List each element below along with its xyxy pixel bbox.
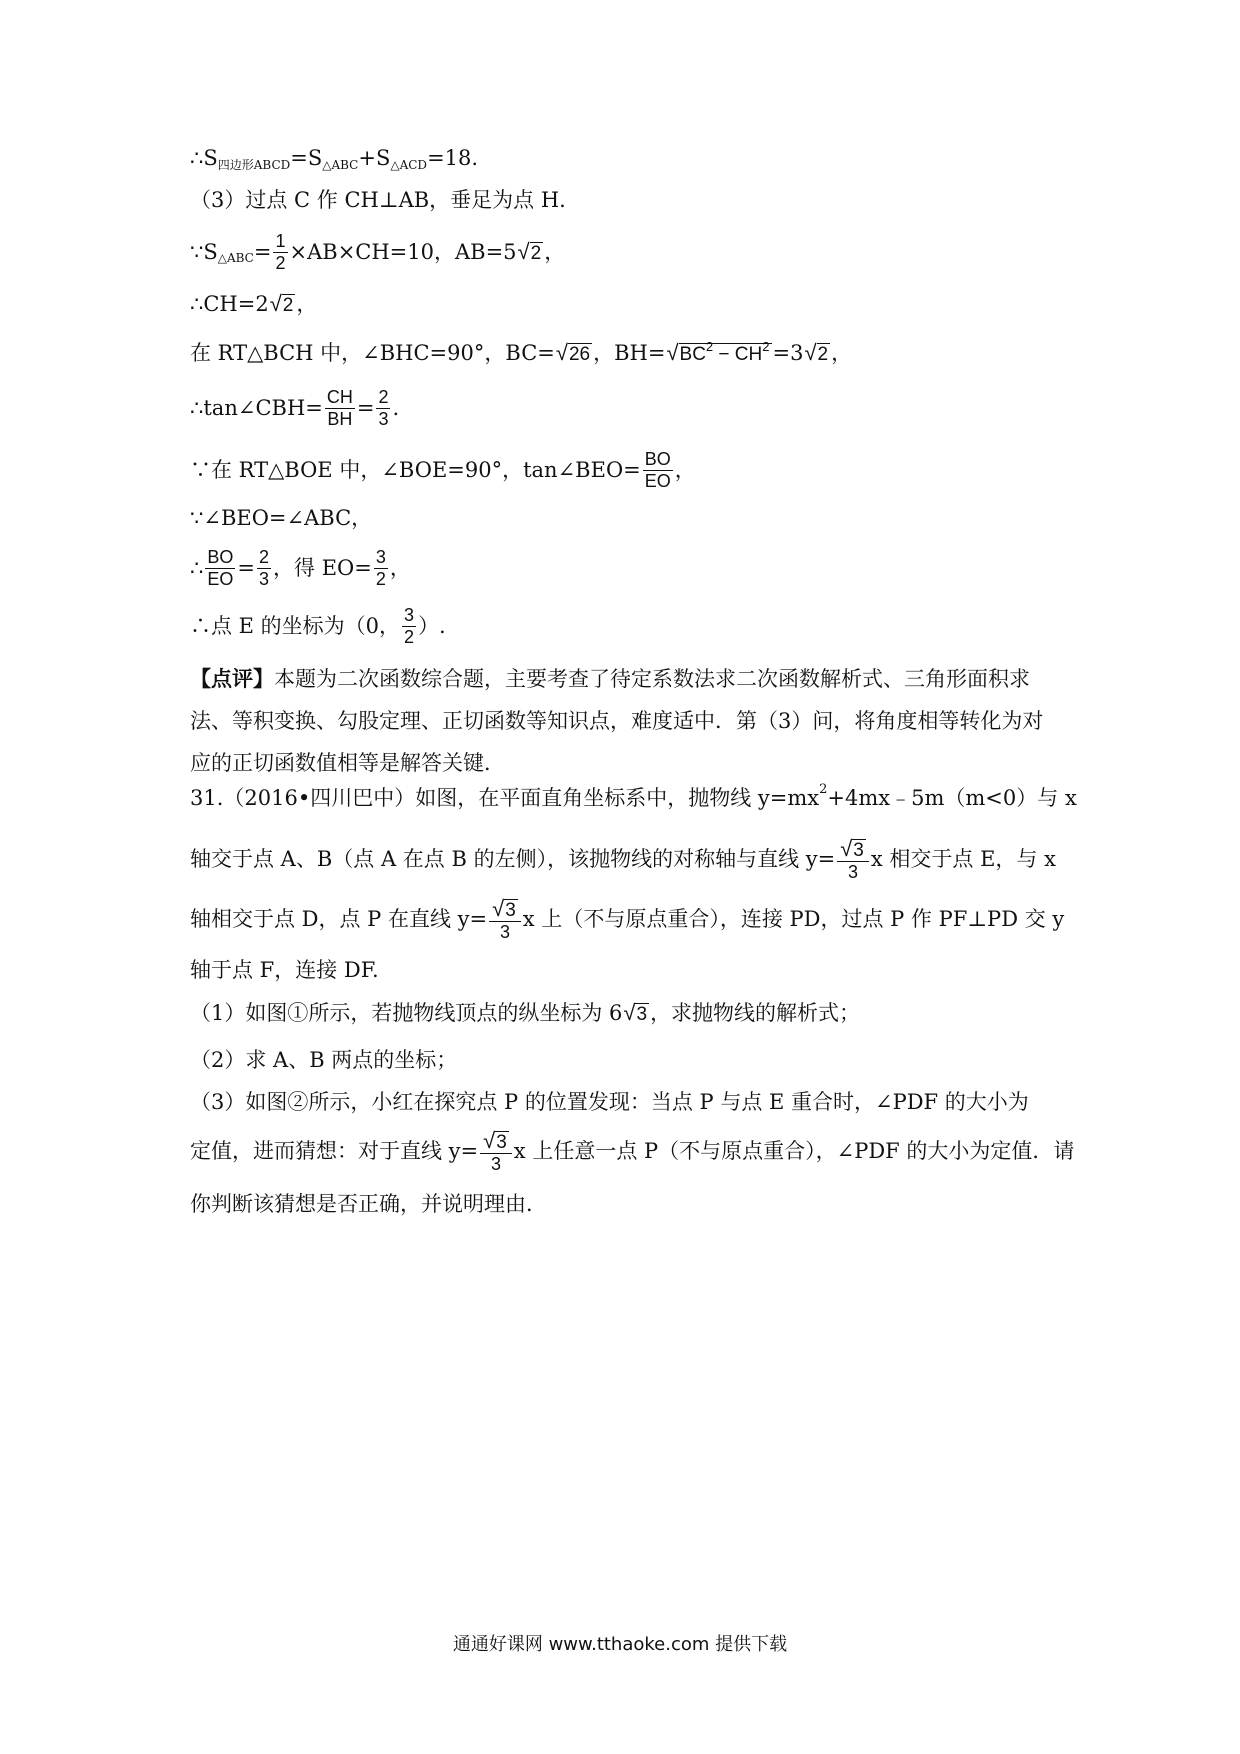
fraction: $\frac{BO}{EO}$ [207,547,234,589]
text: =18. [427,146,479,170]
page-footer: 通通好课网 www.tthaoke.com 提供下载 [452,1634,788,1655]
fraction: $\frac{CH}{BH}$ [326,387,353,429]
equation-tan-cbh [190,388,1060,429]
text: 在 RT△BCH 中，∠BHC=90°，BC= [190,340,555,365]
equation-tan-beo [190,450,1060,491]
sqrt: √ 2 [517,239,542,265]
text: ）. [418,613,446,638]
text: ， [544,239,566,264]
text: ∴CH=2 [190,291,269,316]
equation-eo [190,548,1060,589]
question-31-line-2 [190,838,1060,882]
text: ，BH= [593,340,666,365]
fraction: $\frac{3}{2}$ [375,547,386,589]
denominator: 2 [275,252,286,273]
text: x 上任意一点 P（不与原点重合），∠PDF 的大小为定值．请 [513,1139,1075,1164]
point-e-coordinates [190,606,1060,647]
subscript: △ABC [217,251,254,266]
fraction: $\frac{2}{3}$ [259,547,270,589]
text: +4mx﹣5m（m<0）与 x [827,786,1077,810]
text: ，得 EO= [273,555,372,580]
comment-paragraph [190,658,1060,784]
question-31-part-2 [190,1050,1060,1071]
text: 定值，进而猜想：对于直线 y= [190,1139,479,1164]
text: ， [674,457,696,482]
text: ∵S [190,239,218,264]
equation-area-abcd [190,146,1060,172]
sqrt: √ $BC^2 - CH^2$ [666,339,770,365]
sqrt: √ 3 [492,896,516,921]
text: ×AB×CH=10，AB=5 [289,239,517,264]
sqrt: √ 3 [623,1000,648,1025]
sqrt: √ 2 [804,340,829,365]
text: ∴ [190,555,204,580]
fraction [273,232,287,273]
text: ∴S [190,146,218,170]
text: （2）求 A、B 两点的坐标； [190,1048,458,1072]
text: ， [831,340,853,365]
text: ∵在 RT△BOE 中，∠BOE=90°，tan∠BEO= [190,457,641,482]
text: . [392,395,400,420]
numerator: 1 [275,231,286,251]
text: （3）如图②所示，小红在探究点 P 的位置发现：当点 P 与点 E 重合时，∠PDF 的大小为 [190,1090,1029,1114]
equation-ch [190,293,1060,315]
fraction: $\frac{3}{2}$ [404,605,415,647]
fraction: $\frac{BO}{EO}$ [644,449,671,491]
question-31-line-3 [190,896,1065,942]
text: ∴tan∠CBH= [190,395,323,420]
fraction: √ 3 3 [489,898,521,942]
text: （3）过点 C 作 CH⊥AB，垂足为点 H. [190,188,566,212]
text: 你判断该猜想是否正确，并说明理由． [190,1192,547,1216]
text: = [237,555,255,580]
text: 轴相交于点 D，点 P 在直线 y= [190,907,488,932]
text: ∵∠BEO=∠ABC， [190,506,373,530]
superscript: 2 [819,782,828,797]
subscript: △ACD [390,157,428,172]
sqrt: √ 3 [840,836,864,861]
fraction: $\frac{2}{3}$ [378,387,389,429]
text: x 上（不与原点重合），连接 PD，过点 P 作 PF⊥PD 交 y [522,907,1065,932]
text: =3 [772,340,804,365]
text: 轴交于点 A、B（点 A 在点 B 的左侧），该抛物线的对称轴与直线 y= [190,847,836,872]
text: =S [290,146,323,170]
text: = [253,239,272,264]
text: ，求抛物线的解析式； [650,1000,861,1025]
sqrt: √ 26 [555,340,591,365]
text: ∴点 E 的坐标为（0， [190,613,401,638]
question-31-part-3-line-1 [190,1092,1060,1113]
text: （1）如图①所示，若抛物线顶点的纵坐标为 6 [190,1000,623,1025]
text: x 相交于点 E，与 x [870,847,1056,872]
text: ， [296,291,318,316]
text: 31.（2016•四川巴中）如图，在平面直角坐标系中，抛物线 y=mx [190,786,820,810]
sqrt: √ 2 [269,291,294,316]
comment-text: 本题为二次函数综合题，主要考查了待定系数法求二次函数解析式、三角形面积求法、等积变换、勾股定理、正切函数等知识点，难度适中．第（3）问，将角度相等转化为对应的正切函数值相等是解答关键． [190,667,1044,775]
question-31-part-3-line-2 [190,1128,1075,1174]
fraction: √ 3 3 [480,1130,512,1174]
step-3-intro [190,190,1060,211]
text: ， [389,555,411,580]
equation-bh [190,339,1060,365]
sqrt: √ 3 [483,1128,507,1153]
subscript: △ABC [322,157,359,172]
text: +S [358,146,391,170]
question-31-line-1 [190,782,1077,810]
fraction: √ 3 3 [837,838,869,882]
subscript: 四边形ABCD [217,157,291,172]
text: = [356,395,375,420]
comment-label: 【点评】 [190,666,274,691]
text: 轴于点 F，连接 DF. [190,958,379,982]
question-31-part-3-line-3 [190,1194,1060,1215]
equation-area-abc [190,232,1060,273]
angle-equality [190,508,1060,529]
question-31-line-4 [190,960,1060,981]
question-31-part-1 [190,1002,1060,1024]
